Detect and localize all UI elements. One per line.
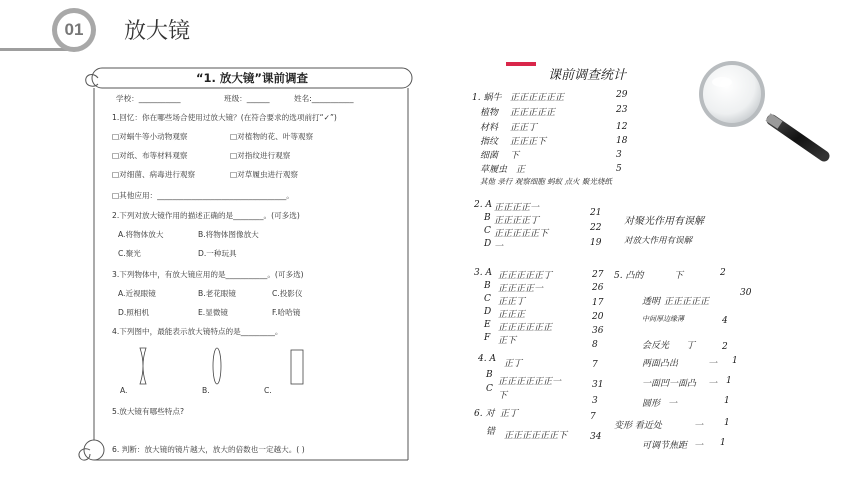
convex-lens-b bbox=[213, 348, 221, 384]
tally-note: 两面凸出 bbox=[642, 359, 679, 369]
tally-marks: 一 bbox=[494, 242, 504, 252]
tally-count: 18 bbox=[616, 136, 628, 146]
tally-note: 透明 bbox=[642, 297, 661, 307]
tally-label: 指纹 bbox=[480, 137, 499, 147]
section-number-badge bbox=[52, 8, 96, 52]
question-3: 3.下列物体中，有放大镜应用的是___________。(可多选) bbox=[112, 270, 304, 279]
tally-label: 错 bbox=[486, 427, 496, 437]
tally-marks: 正丁 bbox=[500, 409, 519, 419]
tally-marks: 正正正 bbox=[498, 310, 526, 320]
tally-count: 1 bbox=[720, 438, 726, 448]
tally-count: 1 bbox=[724, 396, 730, 406]
q4-label-a: A. bbox=[120, 386, 128, 395]
tally-label: F bbox=[484, 333, 491, 343]
q4-label-b: B. bbox=[202, 386, 210, 395]
q1-option: □对纸、布等材料观察 bbox=[112, 151, 188, 160]
tally-count: 1 bbox=[732, 356, 738, 366]
q2-option: D.一种玩具 bbox=[198, 249, 237, 258]
q1-option: □对蜗牛等小动物观察 bbox=[112, 132, 188, 141]
tally-marks: 正丁 bbox=[504, 359, 523, 369]
name-field: 姓名:___________ bbox=[294, 94, 354, 103]
q3-option: E.显微镜 bbox=[198, 308, 228, 317]
tally-label: B bbox=[484, 213, 491, 223]
tally-label: B bbox=[486, 370, 493, 380]
tally-marks: 一 bbox=[708, 359, 718, 369]
tally-marks: 一 bbox=[668, 399, 678, 409]
tally-marks: 下 bbox=[510, 151, 520, 161]
q3-option: C.投影仪 bbox=[272, 289, 303, 298]
tally-count: 8 bbox=[592, 340, 598, 350]
tally-count: 20 bbox=[592, 312, 604, 322]
q4-label-c: C. bbox=[264, 386, 272, 395]
tally-count: 19 bbox=[590, 238, 602, 248]
tally-marks: 正正正正一 bbox=[494, 203, 540, 213]
tally-label: 3. A bbox=[474, 268, 492, 278]
tally-count: 36 bbox=[592, 326, 604, 336]
tally-count: 2 bbox=[722, 342, 728, 352]
section-number: 01 bbox=[57, 13, 91, 47]
tally-count: 34 bbox=[590, 432, 602, 442]
tally-count: 5 bbox=[616, 164, 622, 174]
tally-marks: 正 bbox=[516, 165, 526, 175]
question-4: 4.下列图中，最能表示放大镜特点的是_________。 bbox=[112, 327, 283, 336]
tally-label: 材料 bbox=[480, 123, 499, 133]
q1-option: □对植物的花、叶等观察 bbox=[230, 132, 314, 141]
tally-label: C bbox=[484, 294, 491, 304]
tally-count: 7 bbox=[590, 412, 596, 422]
q3-option: F.哈哈镜 bbox=[272, 308, 301, 317]
tally-marks: 正正正正正正 bbox=[498, 323, 553, 333]
tally-count: 17 bbox=[592, 298, 604, 308]
tally-count: 1 bbox=[724, 418, 730, 428]
tally-marks: 丁 bbox=[686, 341, 696, 351]
tally-count: 27 bbox=[592, 270, 604, 280]
red-mark bbox=[506, 62, 536, 66]
question-5: 5.放大镜有哪些特点? bbox=[112, 407, 185, 416]
tally-marks: 正正正正丁 bbox=[494, 216, 540, 226]
tally-marks: 一 bbox=[708, 379, 718, 389]
q1-option: □对细菌、病毒进行观察 bbox=[112, 170, 196, 179]
tally-label: 4. A bbox=[478, 354, 496, 364]
q1-option: □对指纹进行观察 bbox=[230, 151, 291, 160]
q1-option: □对草履虫进行观察 bbox=[230, 170, 298, 179]
tally-note: 对聚光作用有误解 bbox=[624, 216, 704, 227]
tally-marks: 正正正正正正 bbox=[510, 93, 565, 103]
tally-count: 2 bbox=[720, 268, 726, 278]
q3-option: D.照相机 bbox=[118, 308, 150, 317]
tally-other-uses: 其他 录行 观察细胞 蚂蚁 点火 聚光烧纸 bbox=[480, 177, 612, 186]
tally-label: B bbox=[484, 281, 491, 291]
tally-marks: 一 bbox=[694, 441, 704, 451]
tally-marks: 下 bbox=[498, 391, 508, 401]
tally-marks: 正正正正正下 bbox=[494, 229, 549, 239]
tally-count: 26 bbox=[592, 283, 604, 293]
tally-marks: 正正正正正 bbox=[664, 297, 710, 307]
tally-label: 植物 bbox=[480, 108, 499, 118]
tally-count: 4 bbox=[722, 316, 728, 326]
tally-title: 课前调查统计 bbox=[548, 68, 627, 83]
page-title: 放大镜 bbox=[124, 19, 191, 44]
tally-marks: 一 bbox=[694, 421, 704, 431]
tally-count: 23 bbox=[616, 105, 628, 115]
tally-note: 圆形 bbox=[642, 399, 661, 409]
question-1: 1.回忆：你在哪些场合使用过放大镜？(在符合要求的选项前打“✓”) bbox=[112, 113, 337, 122]
tally-count: 29 bbox=[616, 90, 628, 100]
tally-marks: 正正正正正正下 bbox=[504, 431, 568, 441]
tally-marks: 下 bbox=[674, 271, 684, 281]
q3-option: A.近视眼镜 bbox=[118, 289, 156, 298]
tally-note: 一面凹一面凸 bbox=[642, 379, 697, 389]
concave-lens-a bbox=[140, 348, 146, 384]
tally-marks: 正正丁 bbox=[510, 123, 538, 133]
question-2: 2.下列对放大镜作用的描述正确的是________。(可多选) bbox=[112, 211, 300, 220]
tally-count: 30 bbox=[740, 288, 752, 298]
tally-count: 3 bbox=[592, 396, 598, 406]
flat-glass-c bbox=[291, 350, 303, 384]
tally-marks: 正正正正一 bbox=[498, 284, 544, 294]
tally-count: 22 bbox=[590, 223, 602, 233]
tally-note: 中间厚边缘薄 bbox=[642, 315, 684, 323]
question-6: 6. 判断：放大镜的镜片越大，放大的倍数也一定越大。( ) bbox=[112, 445, 305, 454]
magnifying-glass-icon bbox=[684, 60, 834, 164]
tally-note: 可调节焦距 bbox=[642, 441, 688, 451]
q1-other: □其他应用：__________________________________。 bbox=[112, 191, 294, 200]
q2-option: A.将物体放大 bbox=[118, 230, 164, 239]
tally-marks: 正正正下 bbox=[510, 137, 547, 147]
tally-marks: 正正正正正正一 bbox=[498, 377, 562, 387]
tally-label: 草履虫 bbox=[480, 165, 508, 175]
q2-option: C.聚光 bbox=[118, 249, 141, 258]
tally-label: C bbox=[484, 226, 491, 236]
tally-marks: 正下 bbox=[498, 336, 517, 346]
tally-count: 1 bbox=[726, 376, 732, 386]
tally-marks: 正正正正正 bbox=[510, 108, 556, 118]
tally-label: E bbox=[484, 320, 491, 330]
survey-document bbox=[62, 64, 418, 468]
tally-marks: 正正正正正丁 bbox=[498, 271, 553, 281]
tally-label: 1. 蜗牛 bbox=[472, 93, 502, 103]
q2-option: B.将物体图像放大 bbox=[198, 230, 259, 239]
q3-option: B.老花眼镜 bbox=[198, 289, 236, 298]
tally-count: 31 bbox=[592, 380, 604, 390]
tally-note: 对放大作用有误解 bbox=[624, 236, 693, 246]
tally-note: 变形 看近处 bbox=[614, 421, 662, 431]
survey-title: “1. 放大镜”课前调查 bbox=[196, 71, 308, 85]
tally-marks: 正正丁 bbox=[498, 297, 526, 307]
tally-label: D bbox=[484, 307, 492, 317]
school-field: 学校：___________ bbox=[116, 94, 181, 103]
tally-note: 5. 凸的 bbox=[614, 271, 644, 281]
tally-label: 6. 对 bbox=[474, 409, 495, 419]
tally-count: 7 bbox=[592, 360, 598, 370]
tally-label: C bbox=[486, 384, 493, 394]
tally-count: 21 bbox=[590, 208, 602, 218]
tally-label: D bbox=[484, 239, 492, 249]
class-field: 班级：______ bbox=[224, 94, 270, 103]
tally-note: 会反光 bbox=[642, 341, 670, 351]
tally-label: 2. A bbox=[474, 200, 492, 210]
tally-count: 12 bbox=[616, 122, 628, 132]
tally-count: 3 bbox=[616, 150, 622, 160]
tally-label: 细菌 bbox=[480, 151, 499, 161]
